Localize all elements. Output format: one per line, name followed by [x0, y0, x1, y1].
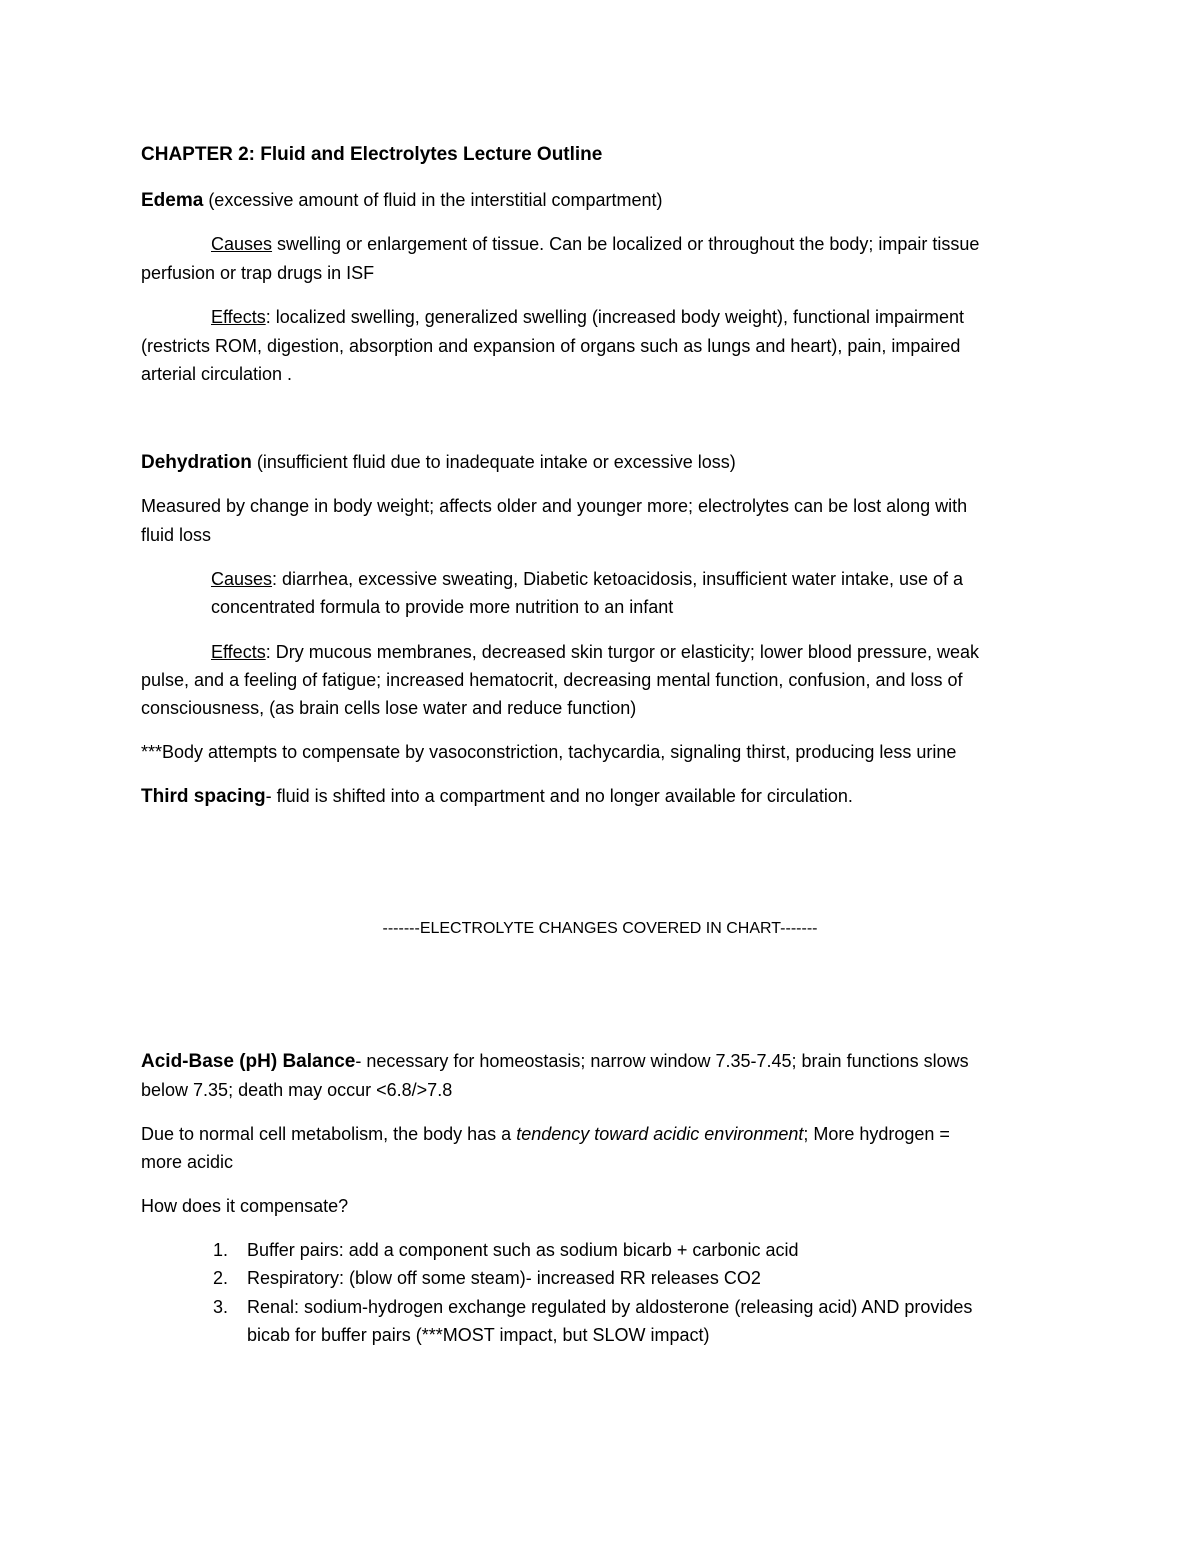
tendency-post: ; More hydrogen =	[803, 1124, 950, 1144]
edema-causes-text: swelling or enlargement of tissue. Can be localized or throughout the body; impair tissue	[272, 234, 980, 254]
list-text: Renal: sodium-hydrogen exchange regulated by aldosterone (releasing acid) AND provides	[247, 1297, 973, 1317]
dehydration-effects-text: : Dry mucous membranes, decreased skin turgor or elasticity; lower blood pressure, weak	[265, 642, 979, 662]
acid-base-line1: - necessary for homeostasis; narrow window 7.35-7.45; brain functions slows	[355, 1051, 969, 1071]
edema-causes-line2: perfusion or trap drugs in ISF	[141, 263, 375, 283]
dehydration-measured-line2: fluid loss	[141, 525, 212, 545]
edema-effects-line3: arterial circulation .	[141, 364, 293, 384]
dehydration-causes-label: Causes	[211, 569, 273, 589]
compensate-question: How does it compensate?	[141, 1196, 349, 1216]
edema-heading: Edema	[141, 190, 204, 211]
dehydration-causes-text: : diarrhea, excessive sweating, Diabetic ketoacidosis, insufficient water intake, use of a	[272, 569, 964, 589]
edema-effects-line2: (restricts ROM, digestion, absorption and expansion of organs such as lungs and heart), pain, impaired	[141, 336, 961, 356]
acid-base-heading-line	[141, 1047, 969, 1076]
acid-base-heading: Acid-Base (pH) Balance	[141, 1051, 356, 1072]
edema-effects-label: Effects	[211, 307, 266, 327]
list-text-continued: bicab for buffer pairs (***MOST impact, but SLOW impact)	[247, 1325, 710, 1345]
acid-base-tendency-line2: more acidic	[141, 1152, 234, 1172]
third-spacing-text: - fluid is shifted into a compartment and no longer available for circulation.	[265, 786, 853, 806]
dehydration-effects-line3: consciousness, (as brain cells lose water and reduce function)	[141, 698, 637, 718]
dehydration-compensate: ***Body attempts to compensate by vasoconstriction, tachycardia, signaling thirst, producing less urine	[141, 742, 957, 762]
edema-causes-line	[211, 230, 979, 258]
tendency-italic: tendency toward acidic environment	[516, 1124, 804, 1144]
list-number: 1.	[213, 1240, 229, 1260]
edema-effects-text: : localized swelling, generalized swelling (increased body weight), functional impairment	[265, 307, 965, 327]
third-spacing-line	[141, 782, 853, 811]
acid-base-line2: below 7.35; death may occur <6.8/>7.8	[141, 1080, 453, 1100]
dehydration-effects-line2: pulse, and a feeling of fatigue; increased hematocrit, decreasing mental function, confusion, and loss of	[141, 670, 963, 690]
edema-definition: (excessive amount of fluid in the interstitial compartment)	[203, 190, 663, 210]
dehydration-effects-line	[211, 638, 979, 666]
edema-causes-label: Causes	[211, 234, 273, 254]
dehydration-causes-line	[211, 565, 963, 593]
acid-base-tendency-line	[141, 1120, 950, 1148]
dehydration-effects-label: Effects	[211, 642, 266, 662]
dehydration-causes-line2: concentrated formula to provide more nutrition to an infant	[211, 597, 674, 617]
edema-heading-line	[141, 186, 663, 215]
list-number: 2.	[213, 1268, 229, 1288]
dehydration-definition: (insufficient fluid due to inadequate intake or excessive loss)	[251, 452, 736, 472]
dehydration-heading: Dehydration	[141, 452, 252, 473]
electrolyte-chart-note: -------ELECTROLYTE CHANGES COVERED IN CHART-------	[382, 920, 818, 937]
dehydration-measured-line1: Measured by change in body weight; affects older and younger more; electrolytes can be lost along with	[141, 496, 968, 516]
third-spacing-heading: Third spacing	[141, 786, 266, 807]
list-number: 3.	[213, 1297, 229, 1317]
edema-effects-line	[211, 303, 964, 331]
list-text: Buffer pairs: add a component such as sodium bicarb + carbonic acid	[247, 1240, 799, 1260]
tendency-pre: Due to normal cell metabolism, the body has a	[141, 1124, 517, 1144]
dehydration-heading-line	[141, 448, 736, 477]
page-title: CHAPTER 2: Fluid and Electrolytes Lecture Outline	[141, 144, 603, 165]
list-text: Respiratory: (blow off some steam)- increased RR releases CO2	[247, 1268, 761, 1288]
